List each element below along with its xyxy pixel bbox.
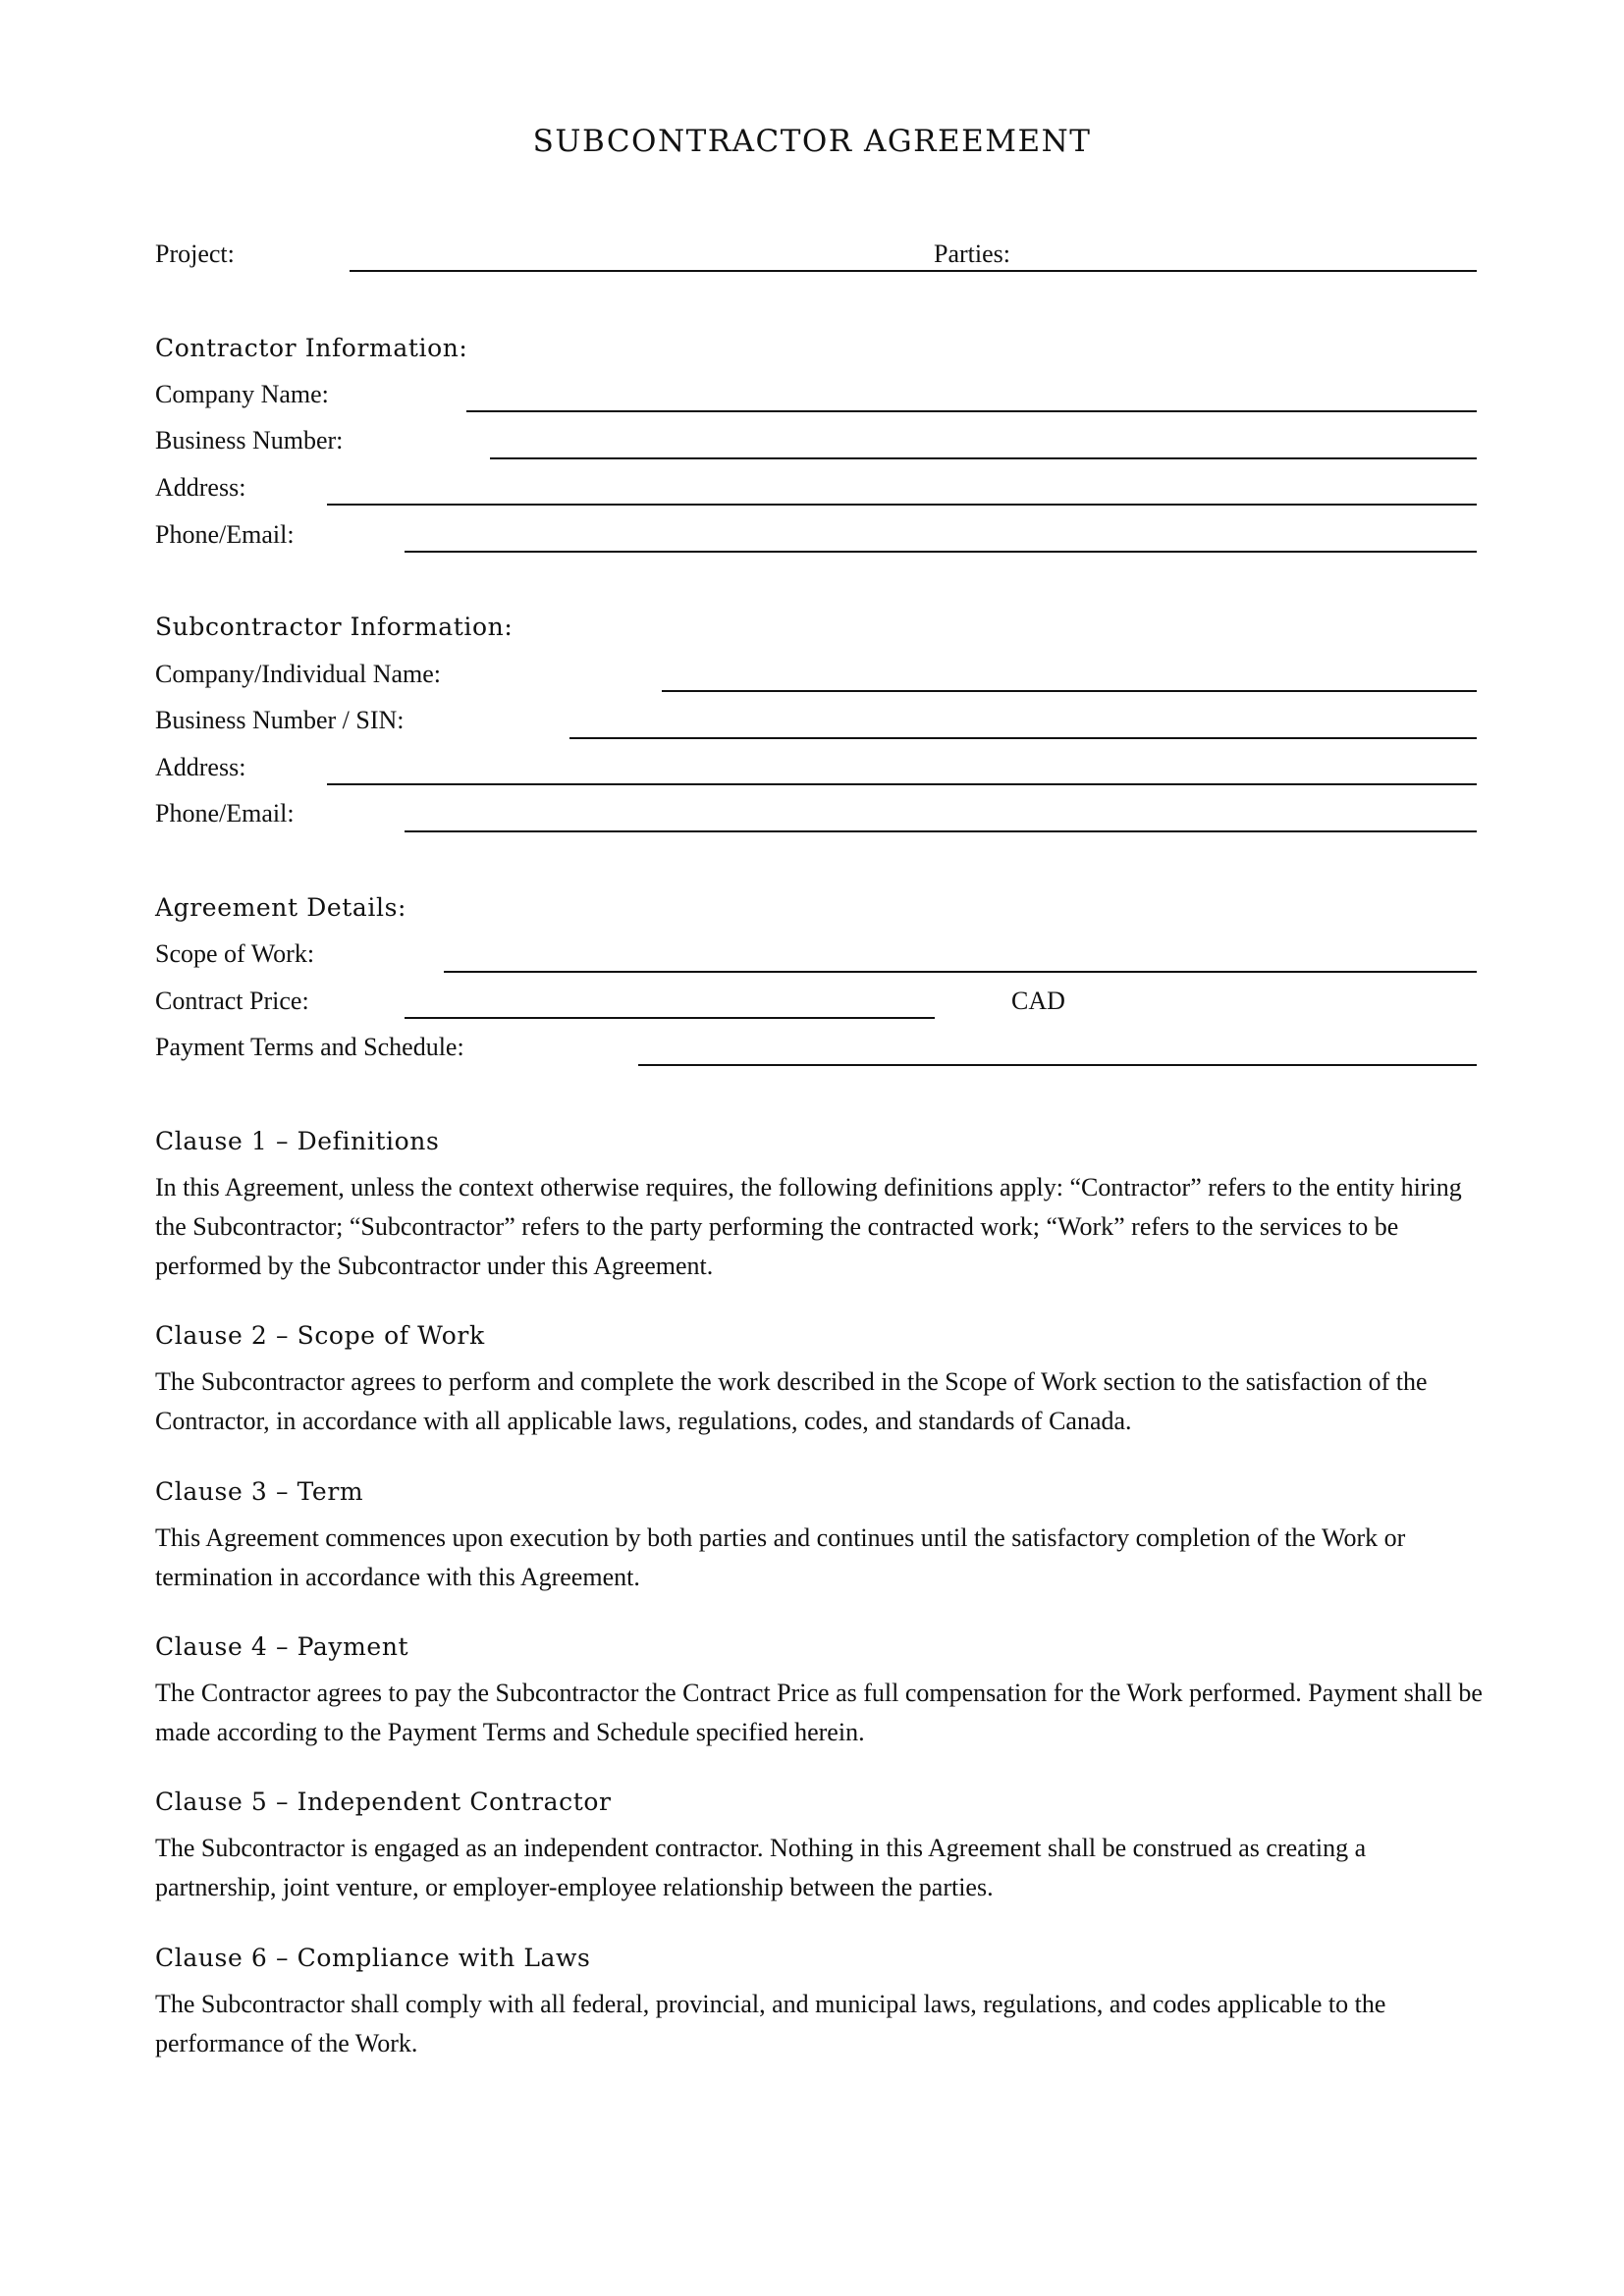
clause-2-body: The Subcontractor agrees to perform and complete the work described in the Scope of Work section to the satisfaction of the Contractor, in accordance with all applicable laws, regulations, codes, and standards of Canada. xyxy=(155,1367,1428,1435)
subcontractor-address-label: Address: xyxy=(155,753,246,781)
contractor-address-field[interactable] xyxy=(327,504,1477,506)
clause-5-heading: Clause 5 – Independent Contractor xyxy=(155,1788,612,1816)
contractor-address-label: Address: xyxy=(155,473,246,502)
subcontractor-phone-email-field[interactable] xyxy=(405,830,1477,832)
contract-price-label: Contract Price: xyxy=(155,987,309,1015)
contractor-business-number-label: Business Number: xyxy=(155,426,344,454)
subcontractor-address-field[interactable] xyxy=(327,783,1477,785)
clause-2-heading: Clause 2 – Scope of Work xyxy=(155,1321,485,1350)
contract-price-field[interactable] xyxy=(405,1017,935,1019)
clause-1-heading: Clause 1 – Definitions xyxy=(155,1127,440,1155)
currency-label: CAD xyxy=(1011,987,1065,1015)
payment-terms-label: Payment Terms and Schedule: xyxy=(155,1033,464,1061)
project-parties-line[interactable] xyxy=(350,270,1477,272)
contractor-company-name-label: Company Name: xyxy=(155,380,329,408)
clause-3-heading: Clause 3 – Term xyxy=(155,1477,364,1506)
document-title: SUBCONTRACTOR AGREEMENT xyxy=(532,124,1092,159)
contractor-info-heading: Contractor Information: xyxy=(155,334,468,362)
subcontractor-business-number-field[interactable] xyxy=(569,737,1477,739)
agreement-details-heading: Agreement Details: xyxy=(155,893,407,922)
parties-label: Parties: xyxy=(934,240,1010,268)
subcontractor-company-name-label: Company/Individual Name: xyxy=(155,660,442,688)
clause-6-body: The Subcontractor shall comply with all federal, provincial, and municipal laws, regulations, and codes applicable to the performance of the Work. xyxy=(155,1990,1386,2057)
subcontractor-business-number-label: Business Number / SIN: xyxy=(155,706,405,734)
scope-of-work-field[interactable] xyxy=(444,971,1477,973)
contractor-phone-email-label: Phone/Email: xyxy=(155,520,295,549)
payment-terms-field[interactable] xyxy=(638,1064,1477,1066)
scope-of-work-label: Scope of Work: xyxy=(155,939,315,968)
subcontractor-phone-email-label: Phone/Email: xyxy=(155,799,295,828)
clause-1-body: In this Agreement, unless the context otherwise requires, the following definitions apply: “Contractor” refers to the entity hiring the Subcontractor; “Subcontractor” refers to the party performing the contracted work; “Work” refers to the services to be performed by the Subcontractor under this Agreement. xyxy=(155,1173,1462,1280)
subcontractor-info-heading: Subcontractor Information: xyxy=(155,613,514,641)
clause-3-body: This Agreement commences upon execution by both parties and continues until the satisfactory completion of the Work or termination in accordance with this Agreement. xyxy=(155,1523,1406,1591)
clause-6-heading: Clause 6 – Compliance with Laws xyxy=(155,1944,591,1972)
contractor-business-number-field[interactable] xyxy=(490,457,1477,459)
subcontractor-company-name-field[interactable] xyxy=(662,690,1477,692)
project-label: Project: xyxy=(155,240,235,268)
clause-5-body: The Subcontractor is engaged as an independent contractor. Nothing in this Agreement shall be construed as creating a partnership, joint venture, or employer-employee relationship between the parties. xyxy=(155,1834,1367,1901)
contractor-company-name-field[interactable] xyxy=(466,410,1477,412)
contractor-phone-email-field[interactable] xyxy=(405,551,1477,553)
clause-4-body: The Contractor agrees to pay the Subcontractor the Contract Price as full compensation for the Work performed. Payment shall be made according to the Payment Terms and Schedule specified herein. xyxy=(155,1679,1483,1746)
clause-4-heading: Clause 4 – Payment xyxy=(155,1632,409,1661)
